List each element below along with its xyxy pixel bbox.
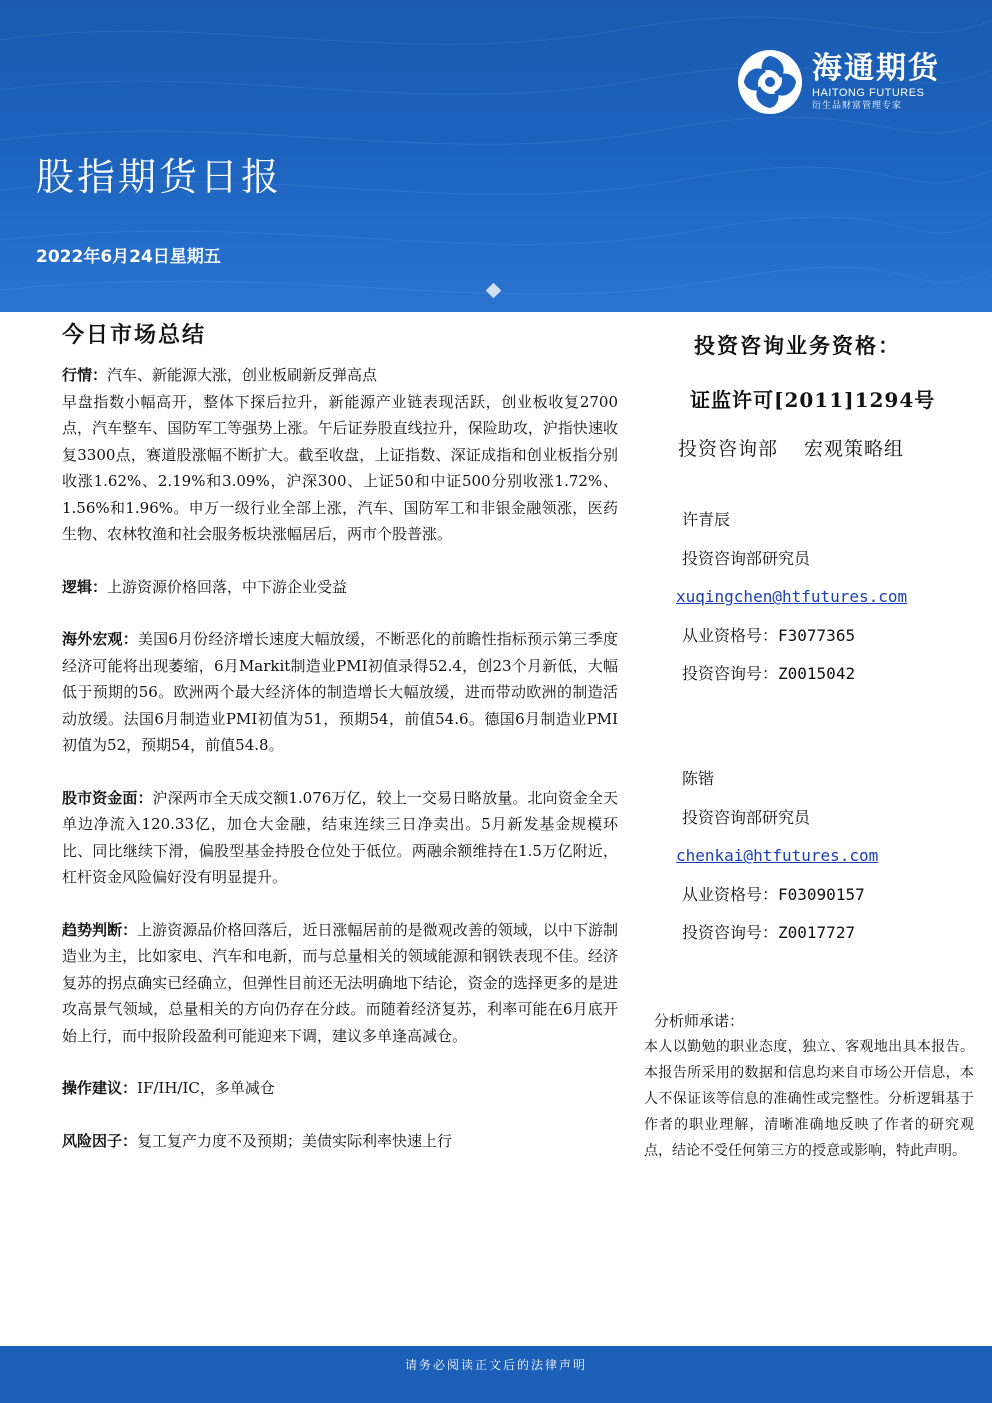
para-overseas [62, 626, 618, 759]
cert-label: 从业资格号： [682, 625, 779, 645]
analyst-consult [682, 662, 982, 701]
para-logic-body: 上游资源价格回落，中下游企业受益 [107, 577, 348, 596]
analyst-consult [682, 921, 982, 960]
report-title: 股指期货日报 [36, 155, 283, 199]
pledge-title: 分析师承诺： [654, 1012, 745, 1030]
consult-number: Z0015042 [778, 664, 856, 684]
consult-number: Z0017727 [778, 923, 856, 943]
para-advice-body: IF/IH/IC，多单减仓 [137, 1079, 275, 1097]
para-overseas-body: 美国6月份经济增长速度大幅放缓，不断恶化的前瞻性指标预示第三季度经济可能将出现萎缩，6月Markit制造业PMI初值录得52.4，创23个月新低，大幅低于预期的56。欧洲两个最大经济体的制造增长大幅放缓，进而带动欧洲的制造活动放缓。法国6月制造业PMI初值为51，预期54，前值54.6。德国6月制造业PMI初值为52，预期54，前值54.8。 [62, 630, 618, 754]
para-risk-label: 风险因子： [62, 1131, 138, 1150]
brand-name-en: HAITONG FUTURES [812, 87, 925, 99]
consult-label: 投资咨询号： [682, 664, 779, 684]
para-logic [62, 574, 618, 601]
footer-disclaimer-link[interactable]: 请务必阅读正文后的法律声明 [404, 1358, 587, 1372]
footer-bar [0, 1346, 992, 1403]
analyst-role: 投资咨询部研究员 [682, 548, 811, 568]
qualification-title: 投资咨询业务资格： [694, 333, 901, 358]
para-trend-label: 趋势判断： [62, 920, 138, 939]
analyst-email-link[interactable]: xuqingchen@htfutures.com [676, 587, 908, 607]
qualification-license: 证监许可[2011]1294号 [690, 388, 936, 412]
department-line [678, 434, 904, 461]
brand-slogan: 衍生品财富管理专家 [812, 101, 903, 111]
cert-number: F3077365 [778, 625, 856, 645]
para-logic-label: 逻辑： [62, 577, 108, 596]
para-funds-label: 股市资金面： [62, 788, 153, 807]
para-market-label: 行情： [62, 366, 108, 384]
para-advice-label: 操作建议： [62, 1079, 138, 1097]
brand-text [812, 52, 940, 112]
para-trend-body: 上游资源品价格回落后，近日涨幅居前的是微观改善的领域，以中下游制造业为主，比如家电、汽车和电新，而与总量相关的领域能源和钢铁表现不佳。经济复苏的拐点确实已经确立，但弹性目前还无法明确地下结论，资金的选择更多的是进攻高景气领域，总量相关的方向仍存在分歧。而随着经济复苏，利率可能在6月底开始上行，而中报阶段盈利可能迎来下调，建议多单逢高减仓。 [62, 920, 618, 1045]
analyst-card [676, 508, 982, 701]
summary-body [62, 362, 618, 1154]
report-date: 2022年6月24日星期五 [36, 247, 221, 267]
analyst-name: 许青辰 [682, 510, 731, 529]
para-risk [62, 1128, 618, 1155]
cert-number: F03090157 [778, 884, 865, 904]
brand-logo [736, 44, 966, 120]
consult-label: 投资咨询号： [682, 923, 779, 943]
department-name: 投资咨询部 [678, 438, 779, 460]
para-market-headline: 汽车、新能源大涨，创业板刷新反弹高点 [107, 366, 378, 384]
para-risk-body: 复工复产力度不及预期；美债实际利率快速上行 [137, 1131, 453, 1150]
group-name: 宏观策略组 [804, 438, 905, 460]
cert-label: 从业资格号： [682, 884, 779, 904]
analyst-role: 投资咨询部研究员 [682, 807, 811, 827]
para-market-body: 早盘指数小幅高开，整体下探后拉升，新能源产业链表现活跃，创业板收复2700点，汽车整车、国防军工等强势上涨。午后证券股直线拉升，保险助攻，沪指快速收复3300点，赛道股涨幅不断扩大。截至收盘，上证指数、深证成指和创业板指分别收涨1.62%、2.19%和3.09%，沪深300、上证50和中证500分别收涨1.72%、1.56%和1.96%。申万一级行业全部上涨，汽车、国防军工和非银金融领涨，医药生物、农林牧渔和社会服务板块涨幅居后，两市个股普涨。 [62, 392, 618, 543]
para-market [62, 362, 618, 548]
para-trend [62, 917, 618, 1050]
pledge-text: 本人以勤勉的职业态度，独立、客观地出具本报告。本报告所采用的数据和信息均来自市场公开信息，本人不保证该等信息的准确性或完整性。分析逻辑基于作者的职业理解，清晰准确地反映了作者的研究观点，结论不受任何第三方的授意或影响，特此声明。 [644, 1039, 974, 1159]
brand-name-cn: 海通期货 [812, 51, 940, 86]
haitong-logo-icon [736, 48, 804, 116]
para-overseas-label: 海外宏观： [62, 630, 138, 648]
para-funds-body: 沪深两市全天成交额1.076万亿，较上一交易日略放量。北向资金全天单边净流入120.33亿，加仓大金融，结束连续三日净卖出。5月新发基金规模环比、同比继续下滑，偏股型基金持股仓位处于低位。两融余额维持在1.5万亿附近，杠杆资金风险偏好没有明显提升。 [62, 788, 618, 886]
analyst-card [676, 767, 982, 960]
analyst-cert [682, 883, 982, 922]
analyst-name: 陈锴 [682, 769, 715, 788]
analyst-email-link[interactable]: chenkai@htfutures.com [676, 846, 879, 866]
analyst-cert [682, 624, 982, 663]
para-advice [62, 1075, 618, 1102]
summary-title: 今日市场总结 [62, 322, 207, 348]
para-funds [62, 785, 618, 891]
